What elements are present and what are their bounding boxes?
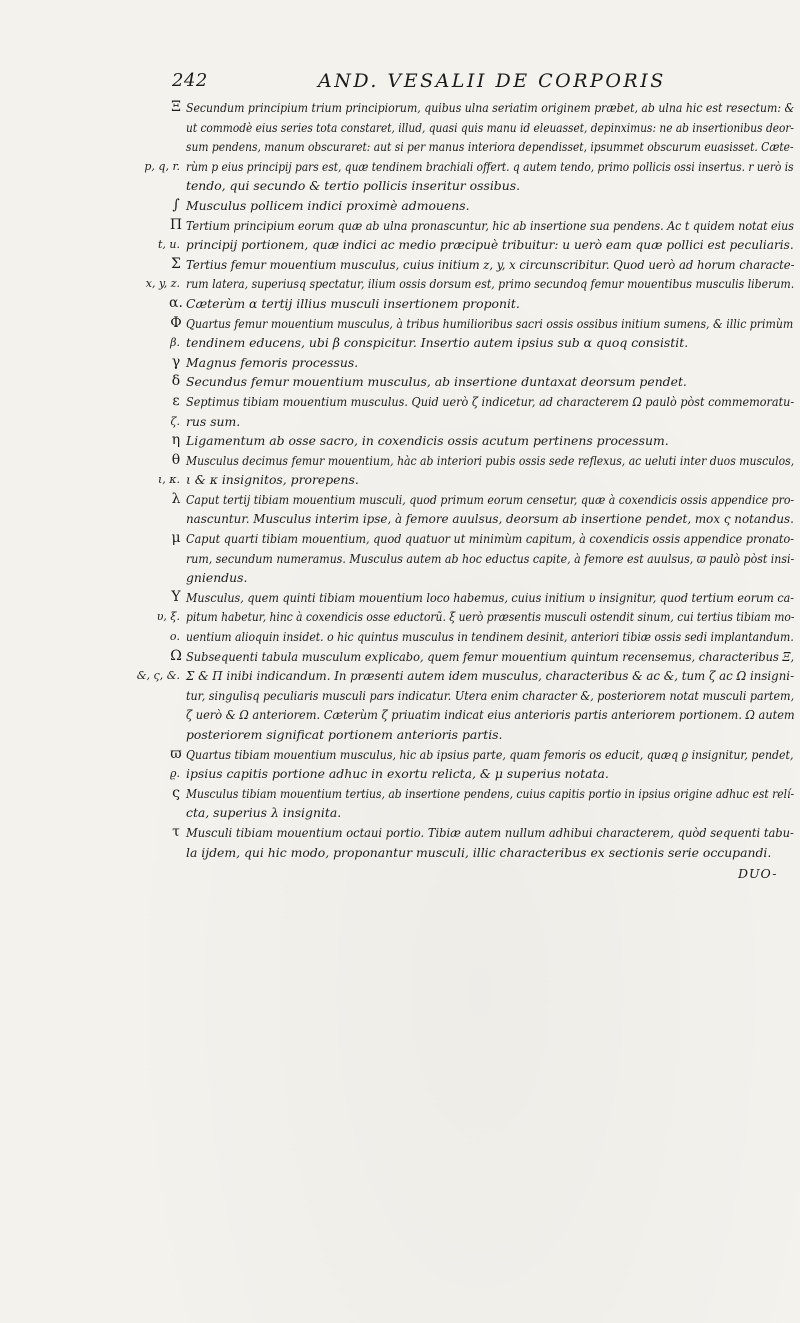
legend-entry — [0, 745, 800, 784]
entry-symbol: Ξ — [171, 99, 181, 115]
entry-symbol: ς — [172, 784, 180, 801]
entry-line: la ijdem, qui hic modo, proponantur musculi, illic characteribus ex sectionis serie occupandi. — [186, 844, 772, 860]
margin-symbol: ϱ. — [170, 767, 180, 781]
page-header — [172, 70, 672, 98]
entry-symbol: δ — [171, 373, 181, 390]
entry-symbol: η — [171, 432, 181, 449]
entry-line: ζ uerò & Ω anteriorem. Cæterùm ζ priuatim indicat eius anterioris partis anteriorem portionem. Ω autem — [186, 707, 795, 723]
margin-symbol: t, u. — [158, 238, 180, 252]
entry-line: Secundus femur mouentium musculus, ab insertione duntaxat deorsum pendet. — [186, 374, 687, 390]
legend-entry — [0, 255, 800, 294]
legend-entry — [0, 647, 800, 745]
entry-line: Subsequenti tabula musculum explicabo, quem femur mouentium quintum recensemus, characteribus Ξ, — [186, 648, 795, 664]
entry-line: Caput quarti tibiam mouentium, quod quatuor ut minimùm capitum, à coxendicis ossis appendice pronato- — [186, 531, 795, 547]
margin-symbol: ζ. — [170, 414, 180, 428]
entry-line: rùm p eius principij pars est, quæ tendinem brachiali offert. q autem tendo, primo pollicis ossi insertus. r uerò is — [186, 158, 794, 174]
entry-line: posteriorem significat portionem anterioris partis. — [186, 727, 503, 742]
margin-symbol: &, ς, &. — [136, 669, 180, 683]
entry-symbol: α. — [169, 294, 183, 311]
entry-line: Quartus tibiam mouentium musculus, hic ab ipsius parte, quam femoris os educit, quæq ϱ insignitur, pendet, — [186, 746, 794, 762]
legend-entry — [0, 431, 800, 451]
catchword: DUO- — [738, 866, 778, 881]
running-title: AND. VESALII DE CORPORIS — [318, 70, 666, 92]
legend-entry — [0, 196, 800, 216]
entry-line: Magnus femoris processus. — [186, 354, 359, 370]
entry-line: cta, superius λ insignita. — [186, 805, 342, 821]
page-number: 242 — [172, 70, 208, 91]
entry-symbol: ∫ — [172, 196, 180, 213]
entry-line: Secundum principium trium principiorum, quibus ulna seriatim originem præbet, ab ulna hic est resectum: & — [186, 100, 795, 115]
entry-symbol: θ — [171, 451, 181, 468]
margin-symbol: x, y, z. — [145, 277, 180, 291]
legend-entries — [0, 98, 800, 862]
entry-line: Musculus tibiam mouentium tertius, ab insertione pendens, cuius capitis portio in ipsius origine adhuc est relí- — [186, 785, 795, 801]
legend-entry — [0, 98, 800, 196]
entry-symbol: Π — [169, 216, 183, 233]
entry-symbol: τ — [172, 823, 180, 840]
legend-entry — [0, 353, 800, 373]
entry-line: tendinem educens, ubi β conspicitur. Insertio autem ipsius sub α quoq consistit. — [186, 335, 689, 351]
entry-line: gniendus. — [186, 570, 248, 586]
entry-line: pitum habetur, hinc à coxendicis osse eductorũ. ξ uerò præsentis musculi ostendit sinum, cui tertius tibiam mo- — [186, 609, 795, 625]
legend-entry — [0, 823, 800, 862]
margin-symbol: υ, ξ. — [156, 610, 180, 624]
entry-line: Tertium principium eorum quæ ab ulna pronascuntur, hic ab insertione sua pendens. Ac t quidem notat eius — [186, 217, 794, 233]
entry-line: nascuntur. Musculus interim ipse, à femore auulsus, deorsum ab insertione pendet, mox ς notandus. — [186, 511, 794, 527]
entry-symbol: Σ — [171, 255, 181, 272]
entry-line: Musculus decimus femur mouentium, hàc ab interiori pubis ossis sede reflexus, ac ueluti inter duos musculos, — [186, 452, 795, 468]
entry-line: Septimus tibiam mouentium musculus. Quid uerò ζ indicetur, ad characterem Ω paulò pòst commemoratu- — [186, 393, 795, 409]
legend-entry — [0, 294, 800, 314]
entry-line: principij portionem, quæ indici ac medio præcipuè tribuitur: u uerò eam quæ pollici est peculiaris. — [186, 237, 794, 253]
entry-symbol: Υ — [171, 588, 181, 605]
entry-line: Musculus pollicem indici proximè admouens. — [186, 197, 470, 213]
entry-symbol: γ — [171, 353, 181, 370]
entry-line: tendo, qui secundo & tertio pollicis inseritur ossibus. — [186, 178, 521, 194]
legend-entry — [0, 392, 800, 431]
legend-entry — [0, 372, 800, 392]
entry-symbol: μ — [171, 530, 181, 547]
margin-symbol: ι, κ. — [157, 473, 180, 487]
entry-line: rum latera, superiusq spectatur, ilium ossis dorsum est, primo secundoq femur mouentibus musculis liberum. — [186, 276, 795, 292]
entry-line: Tertius femur mouentium musculus, cuius initium z, y, x circunscribitur. Quod uerò ad horum characte- — [186, 256, 795, 272]
entry-line: sum pendens, manum obscuraret: aut si per manus interiora dependisset, ipsummet obscurum euasisset. Cæte- — [186, 139, 794, 155]
legend-entry — [0, 490, 800, 529]
legend-entry — [0, 216, 800, 255]
entry-symbol: ε — [172, 392, 180, 409]
legend-entry — [0, 529, 800, 588]
entry-line: tur, singulisq peculiaris musculi pars indicatur. Utera enim character &, posteriorem notat musculi partem, — [186, 687, 795, 703]
entry-symbol: Ω — [170, 647, 182, 664]
margin-symbol: p, q, r. — [144, 159, 180, 173]
entry-symbol: ϖ — [170, 745, 182, 762]
entry-line: Musculi tibiam mouentium octaui portio. Tibiæ autem nullum adhibui characterem, quòd sequenti tabu- — [186, 824, 794, 840]
entry-line: Quartus femur mouentium musculus, à tribus humilioribus sacri ossis ossibus initium sumens, & illic primùm — [186, 315, 794, 331]
legend-entry — [0, 314, 800, 353]
entry-line: ι & κ insignitos, prorepens. — [186, 472, 359, 488]
entry-symbol: λ — [171, 490, 181, 507]
legend-entry — [0, 451, 800, 490]
entry-symbol: Φ — [170, 314, 182, 331]
entry-line: ut commodè eius series tota constaret, illud, quasi quis manu id eleuasset, depinximus: ne ab insertionibus deor- — [186, 119, 795, 135]
entry-line: Ligamentum ab osse sacro, in coxendicis ossis acutum pertinens processum. — [186, 433, 669, 449]
entry-line: rum, secundum numeramus. Musculus autem ab hoc eductus capite, à femore est auulsus, ϖ paulò pòst insi- — [186, 550, 795, 566]
margin-symbol: β. — [170, 336, 180, 350]
entry-line: Caput tertij tibiam mouentium musculi, quod primum eorum censetur, quæ à coxendicis ossis appendice pro- — [186, 491, 795, 507]
legend-entry — [0, 784, 800, 823]
entry-line: ipsius capitis portione adhuc in exortu relicta, & μ superius notata. — [186, 766, 609, 782]
legend-entry — [0, 588, 800, 647]
margin-symbol: ο. — [169, 630, 180, 644]
entry-line: Musculus, quem quinti tibiam mouentium loco habemus, cuius initium υ insignitur, quod tertium eorum ca- — [186, 589, 795, 605]
entry-line: Cæterùm α tertij illius musculi insertionem proponit. — [186, 295, 520, 311]
entry-line: Σ & Π inibi indicandum. In præsenti autem idem musculus, characteribus & ac &, tum ζ ac Ω insigni- — [186, 668, 795, 684]
entry-line: rus sum. — [186, 413, 241, 429]
entry-line: uentium alioquin insidet. ο hic quintus musculus in tendinem desinit, anteriori tibiæ ossis sedi implantandum. — [186, 629, 794, 645]
